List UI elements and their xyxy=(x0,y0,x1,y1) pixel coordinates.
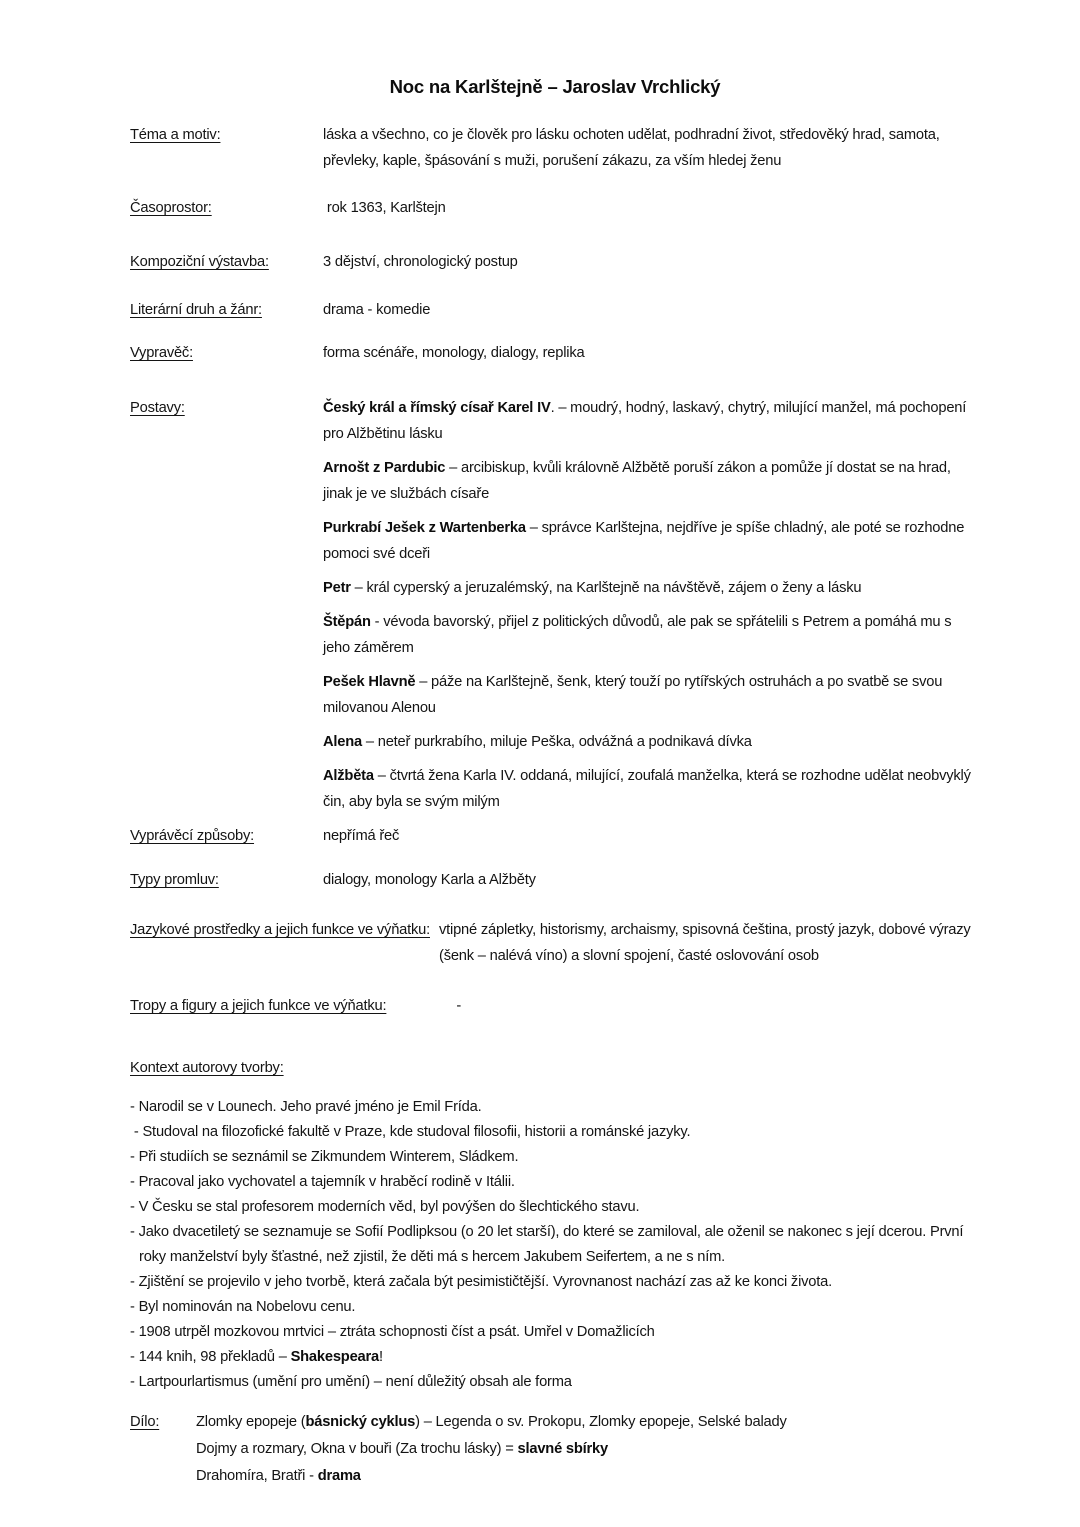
context-list-item xyxy=(130,1145,980,1170)
text-span: - Studoval na filozofické fakultě v Praze, kde studoval filosofii, historii a románské jazyky. xyxy=(130,1124,691,1140)
bold-text-span: Shakespeara xyxy=(290,1349,379,1365)
field-label: Postavy: xyxy=(130,400,185,416)
text-span: - 1908 utrpěl mozkovou mrtvici – ztráta schopnosti číst a psát. Umřel v Domažlicích xyxy=(130,1324,655,1340)
bold-text-span: Alžběta xyxy=(323,768,374,784)
context-list-item xyxy=(130,1370,980,1395)
context-list-item xyxy=(130,1320,980,1345)
field-paragraph xyxy=(323,867,980,893)
field-row xyxy=(130,297,980,331)
text-span: nepřímá řeč xyxy=(323,828,400,844)
text-span: rok 1363, Karlštejn xyxy=(323,200,446,216)
text-span: - Byl nominován na Nobelovu cenu. xyxy=(130,1299,356,1315)
text-span: Drahomíra, Bratři - xyxy=(196,1468,318,1484)
field-paragraph xyxy=(323,823,980,849)
field-value xyxy=(323,395,980,823)
bold-text-span: básnický cyklus xyxy=(305,1414,416,1430)
field-label: Vypravěč: xyxy=(130,345,193,361)
field-paragraph xyxy=(323,395,980,447)
field-value xyxy=(430,917,980,977)
field-value xyxy=(323,195,980,229)
field-paragraph xyxy=(323,340,980,366)
field-row xyxy=(130,993,980,1027)
field-paragraph xyxy=(323,195,980,221)
field-row xyxy=(130,395,980,823)
document-title: Noc na Karlštejně – Jaroslav Vrchlický xyxy=(389,76,721,97)
field-label: Téma a motiv: xyxy=(130,127,221,143)
bold-text-span: Purkrabí Ješek z Wartenberka xyxy=(323,520,526,536)
field-row xyxy=(130,823,980,857)
text-span: Dojmy a rozmary, Okna v bouři (Za trochu lásky) = xyxy=(196,1441,518,1457)
field-label: Časoprostor: xyxy=(130,200,212,216)
field-rows xyxy=(130,122,980,1027)
field-value xyxy=(323,867,980,901)
field-paragraph xyxy=(456,993,980,1019)
text-span: – správce Karlštejna, nejdříve je spíše chladný, ale poté se rozhodne pomoci své dceři xyxy=(323,520,969,562)
context-list xyxy=(130,1095,980,1395)
field-label: Kompoziční výstavba: xyxy=(130,254,269,270)
text-span: – arcibiskup, kvůli královně Alžbětě poruší zákon a pomůže jí dostat se na hrad, jinak je ve službách císaře xyxy=(323,460,955,502)
field-label: Literární druh a žánr: xyxy=(130,302,262,318)
field-row xyxy=(130,195,980,229)
text-span: - vévoda bavorský, přijel z politických důvodů, ale pak se spřátelili s Petrem a pomáhá mu s jeho záměrem xyxy=(323,614,956,656)
field-paragraph xyxy=(323,763,980,815)
field-label: Tropy a figury a jejich funkce ve výňatku: xyxy=(130,998,387,1014)
text-span: Zlomky epopeje ( xyxy=(196,1414,306,1430)
text-span: láska a všechno, co je člověk pro lásku ochoten udělat, podhradní život, středověký hrad, samota, převleky, kaple, špásování s muži, porušení zákazu, za vším hledej ženu xyxy=(323,127,944,169)
bold-text-span: Pešek Hlavně xyxy=(323,674,416,690)
text-span: – král cyperský a jeruzalémský, na Karlštejně na návštěvě, zájem o ženy a lásku xyxy=(350,580,862,596)
field-label: Typy promluv: xyxy=(130,872,219,888)
field-paragraph xyxy=(323,515,980,567)
bold-text-span: Arnošt z Pardubic xyxy=(323,460,446,476)
context-list-item xyxy=(130,1095,980,1120)
text-span: - Narodil se v Lounech. Jeho pravé jméno je Emil Frída. xyxy=(130,1099,482,1115)
field-label: Vyprávěcí způsoby: xyxy=(130,828,255,844)
context-list-item xyxy=(130,1220,980,1270)
text-span: 3 dějství, chronologický postup xyxy=(323,254,518,270)
text-span: - V Česku se stal profesorem moderních věd, byl povýšen do šlechtického stavu. xyxy=(130,1199,640,1215)
bold-text-span: Štěpán xyxy=(323,614,371,630)
field-paragraph xyxy=(323,729,980,755)
bold-text-span: slavné sbírky xyxy=(517,1441,608,1457)
field-row xyxy=(130,867,980,901)
text-span: vtipné zápletky, historismy, archaismy, spisovná čeština, prostý jazyk, dobové výrazy (šenk – nalévá víno) a slovní spojení, časté oslovování osob xyxy=(439,922,975,964)
dilo-line xyxy=(196,1436,980,1463)
text-span: - Jako dvacetiletý se seznamuje se Sofií Podlipksou (o 20 let starší), do které se zamiloval, ale oženil se nakonec s její dcerou. První roky manželství byly šťastné, než zjistil, že děti má s hercem Jakubem Seifertem, a ne s ním. xyxy=(130,1224,968,1265)
bold-text-span: Alena xyxy=(323,734,362,750)
field-value xyxy=(323,122,980,182)
dilo-line xyxy=(196,1409,980,1436)
text-span: - Při studiích se seznámil se Zikmundem Winterem, Sládkem. xyxy=(130,1149,519,1165)
field-paragraph xyxy=(439,917,980,969)
text-span: - 144 knih, 98 překladů – xyxy=(130,1349,291,1365)
text-span: dialogy, monology Karla a Alžběty xyxy=(323,872,536,888)
text-span: forma scénáře, monology, dialogy, replika xyxy=(323,345,585,361)
field-row xyxy=(130,249,980,283)
field-row xyxy=(130,340,980,374)
field-row xyxy=(130,917,980,977)
dilo-line xyxy=(196,1463,980,1490)
text-span: – neteř purkrabího, miluje Peška, odvážná a podnikavá dívka xyxy=(362,734,752,750)
field-paragraph xyxy=(323,609,980,661)
context-list-item xyxy=(130,1170,980,1195)
field-value xyxy=(386,993,980,1027)
text-span: - Zjištění se projevilo v jeho tvorbě, která začala být pesimističtější. Vyrovnanost nachází zas až ke konci života. xyxy=(130,1274,832,1290)
text-span: - xyxy=(456,998,462,1014)
dilo-row xyxy=(130,1409,980,1490)
field-label: Jazykové prostředky a jejich funkce ve výňatku: xyxy=(130,922,430,938)
context-list-item xyxy=(130,1295,980,1320)
field-paragraph xyxy=(323,575,980,601)
text-span: drama - komedie xyxy=(323,302,431,318)
field-paragraph xyxy=(323,669,980,721)
field-value xyxy=(323,340,980,374)
context-list-item xyxy=(130,1270,980,1295)
field-paragraph xyxy=(323,249,980,275)
bold-text-span: Český král a římský císař Karel IV xyxy=(323,400,551,416)
field-paragraph xyxy=(323,297,980,323)
bold-text-span: Petr xyxy=(323,580,351,596)
text-span: - Pracoval jako vychovatel a tajemník v hraběcí rodině v Itálii. xyxy=(130,1174,515,1190)
context-list-item xyxy=(130,1345,980,1370)
context-heading: Kontext autorovy tvorby: xyxy=(130,1060,284,1076)
field-paragraph xyxy=(323,122,980,174)
text-span: ! xyxy=(379,1349,383,1365)
dilo-label: Dílo: xyxy=(130,1414,160,1430)
context-list-item xyxy=(130,1120,980,1145)
field-row xyxy=(130,122,980,182)
field-paragraph xyxy=(323,455,980,507)
field-value xyxy=(323,297,980,331)
field-value xyxy=(323,823,980,857)
text-span: ) – Legenda o sv. Prokopu, Zlomky epopeje, Selské balady xyxy=(415,1414,787,1430)
text-span: . – moudrý, hodný, laskavý, chytrý, milující manžel, má pochopení pro Alžbětinu lásku xyxy=(323,400,971,442)
text-span: – páže na Karlštejně, šenk, který touží po rytířských ostruhách a po svatbě se svou milovanou Alenou xyxy=(323,674,947,716)
field-value xyxy=(323,249,980,283)
context-list-item xyxy=(130,1195,980,1220)
text-span: – čtvrtá žena Karla IV. oddaná, milující, zoufalá manželka, která se rozhodne udělat neobvyklý čin, aby byla se svým milým xyxy=(323,768,975,810)
text-span: - Lartpourlartismus (umění pro umění) – není důležitý obsah ale forma xyxy=(130,1374,572,1390)
bold-text-span: drama xyxy=(317,1468,361,1484)
dilo-lines xyxy=(196,1409,980,1490)
